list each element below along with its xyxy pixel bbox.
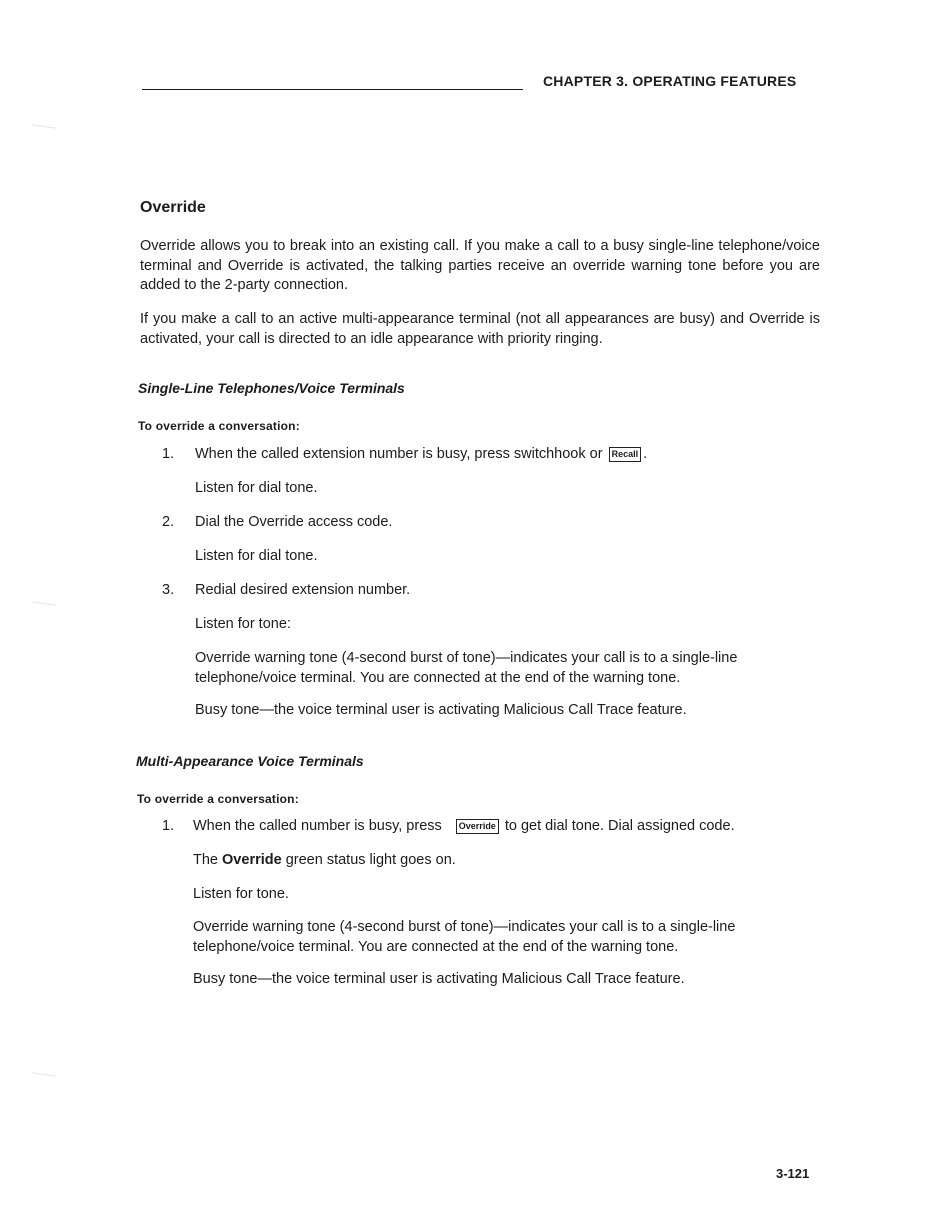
intro-paragraph: Override allows you to break into an existing call. If you make a call to a busy single-line telephone/voice terminal and Override is activated, the talking parties receive an override warning tone before you are added to the 2-party connection. bbox=[140, 238, 820, 293]
busy-tone-description: Busy tone—the voice terminal user is activating Malicious Call Trace feature. bbox=[195, 702, 687, 718]
step-number: 3. bbox=[162, 582, 175, 598]
scan-mark bbox=[32, 1072, 56, 1076]
recall-key-icon: Recall bbox=[609, 447, 642, 462]
status-bold: Override bbox=[222, 852, 282, 868]
listen-note: Listen for tone. bbox=[193, 886, 289, 902]
header-rule bbox=[142, 89, 523, 90]
scan-mark bbox=[32, 601, 56, 605]
override-key-icon: Override bbox=[456, 819, 499, 834]
page-number: 3-121 bbox=[776, 1166, 810, 1181]
subsection-title: Single-Line Telephones/Voice Terminals bbox=[138, 380, 405, 396]
intro-paragraph: If you make a call to an active multi-appearance terminal (not all appearances are busy) and Override is activated, your call is directed to an idle appearance with priority ringing. bbox=[140, 311, 820, 347]
chapter-title: CHAPTER 3. OPERATING FEATURES bbox=[543, 73, 797, 89]
step-number: 2. bbox=[162, 514, 175, 530]
procedure-label: To override a conversation: bbox=[138, 419, 300, 433]
step-text-end: . bbox=[643, 446, 648, 462]
step-number: 1. bbox=[162, 818, 175, 834]
step-note: Listen for tone: bbox=[195, 616, 291, 632]
status-pre: The bbox=[193, 852, 218, 868]
status-post: green status light goes on. bbox=[285, 852, 456, 868]
step-text bbox=[195, 445, 647, 465]
busy-tone-description: Busy tone—the voice terminal user is activating Malicious Call Trace feature. bbox=[193, 971, 685, 987]
step-text-post: to get dial tone. Dial assigned code. bbox=[504, 818, 735, 834]
step-text-main: When the called extension number is busy, press switchhook or bbox=[195, 446, 603, 462]
step-text: Dial the Override access code. bbox=[195, 514, 393, 530]
procedure-label: To override a conversation: bbox=[137, 792, 299, 806]
warning-tone-description: Override warning tone (4-second burst of tone)—indicates your call is to a single-line telephone/voice terminal. You are connected at the end of the warning tone. bbox=[195, 650, 738, 686]
subsection-title: Multi-Appearance Voice Terminals bbox=[136, 753, 364, 769]
step-text-pre: When the called number is busy, press bbox=[193, 818, 442, 834]
scan-mark bbox=[32, 124, 56, 128]
step-text bbox=[193, 817, 735, 837]
warning-tone-description: Override warning tone (4-second burst of tone)—indicates your call is to a single-line telephone/voice terminal. You are connected at the end of the warning tone. bbox=[193, 919, 736, 955]
step-number: 1. bbox=[162, 446, 175, 462]
status-light-note bbox=[193, 851, 456, 871]
section-title: Override bbox=[140, 199, 206, 216]
step-text: Redial desired extension number. bbox=[195, 582, 411, 598]
step-note: Listen for dial tone. bbox=[195, 480, 318, 496]
step-note: Listen for dial tone. bbox=[195, 548, 318, 564]
